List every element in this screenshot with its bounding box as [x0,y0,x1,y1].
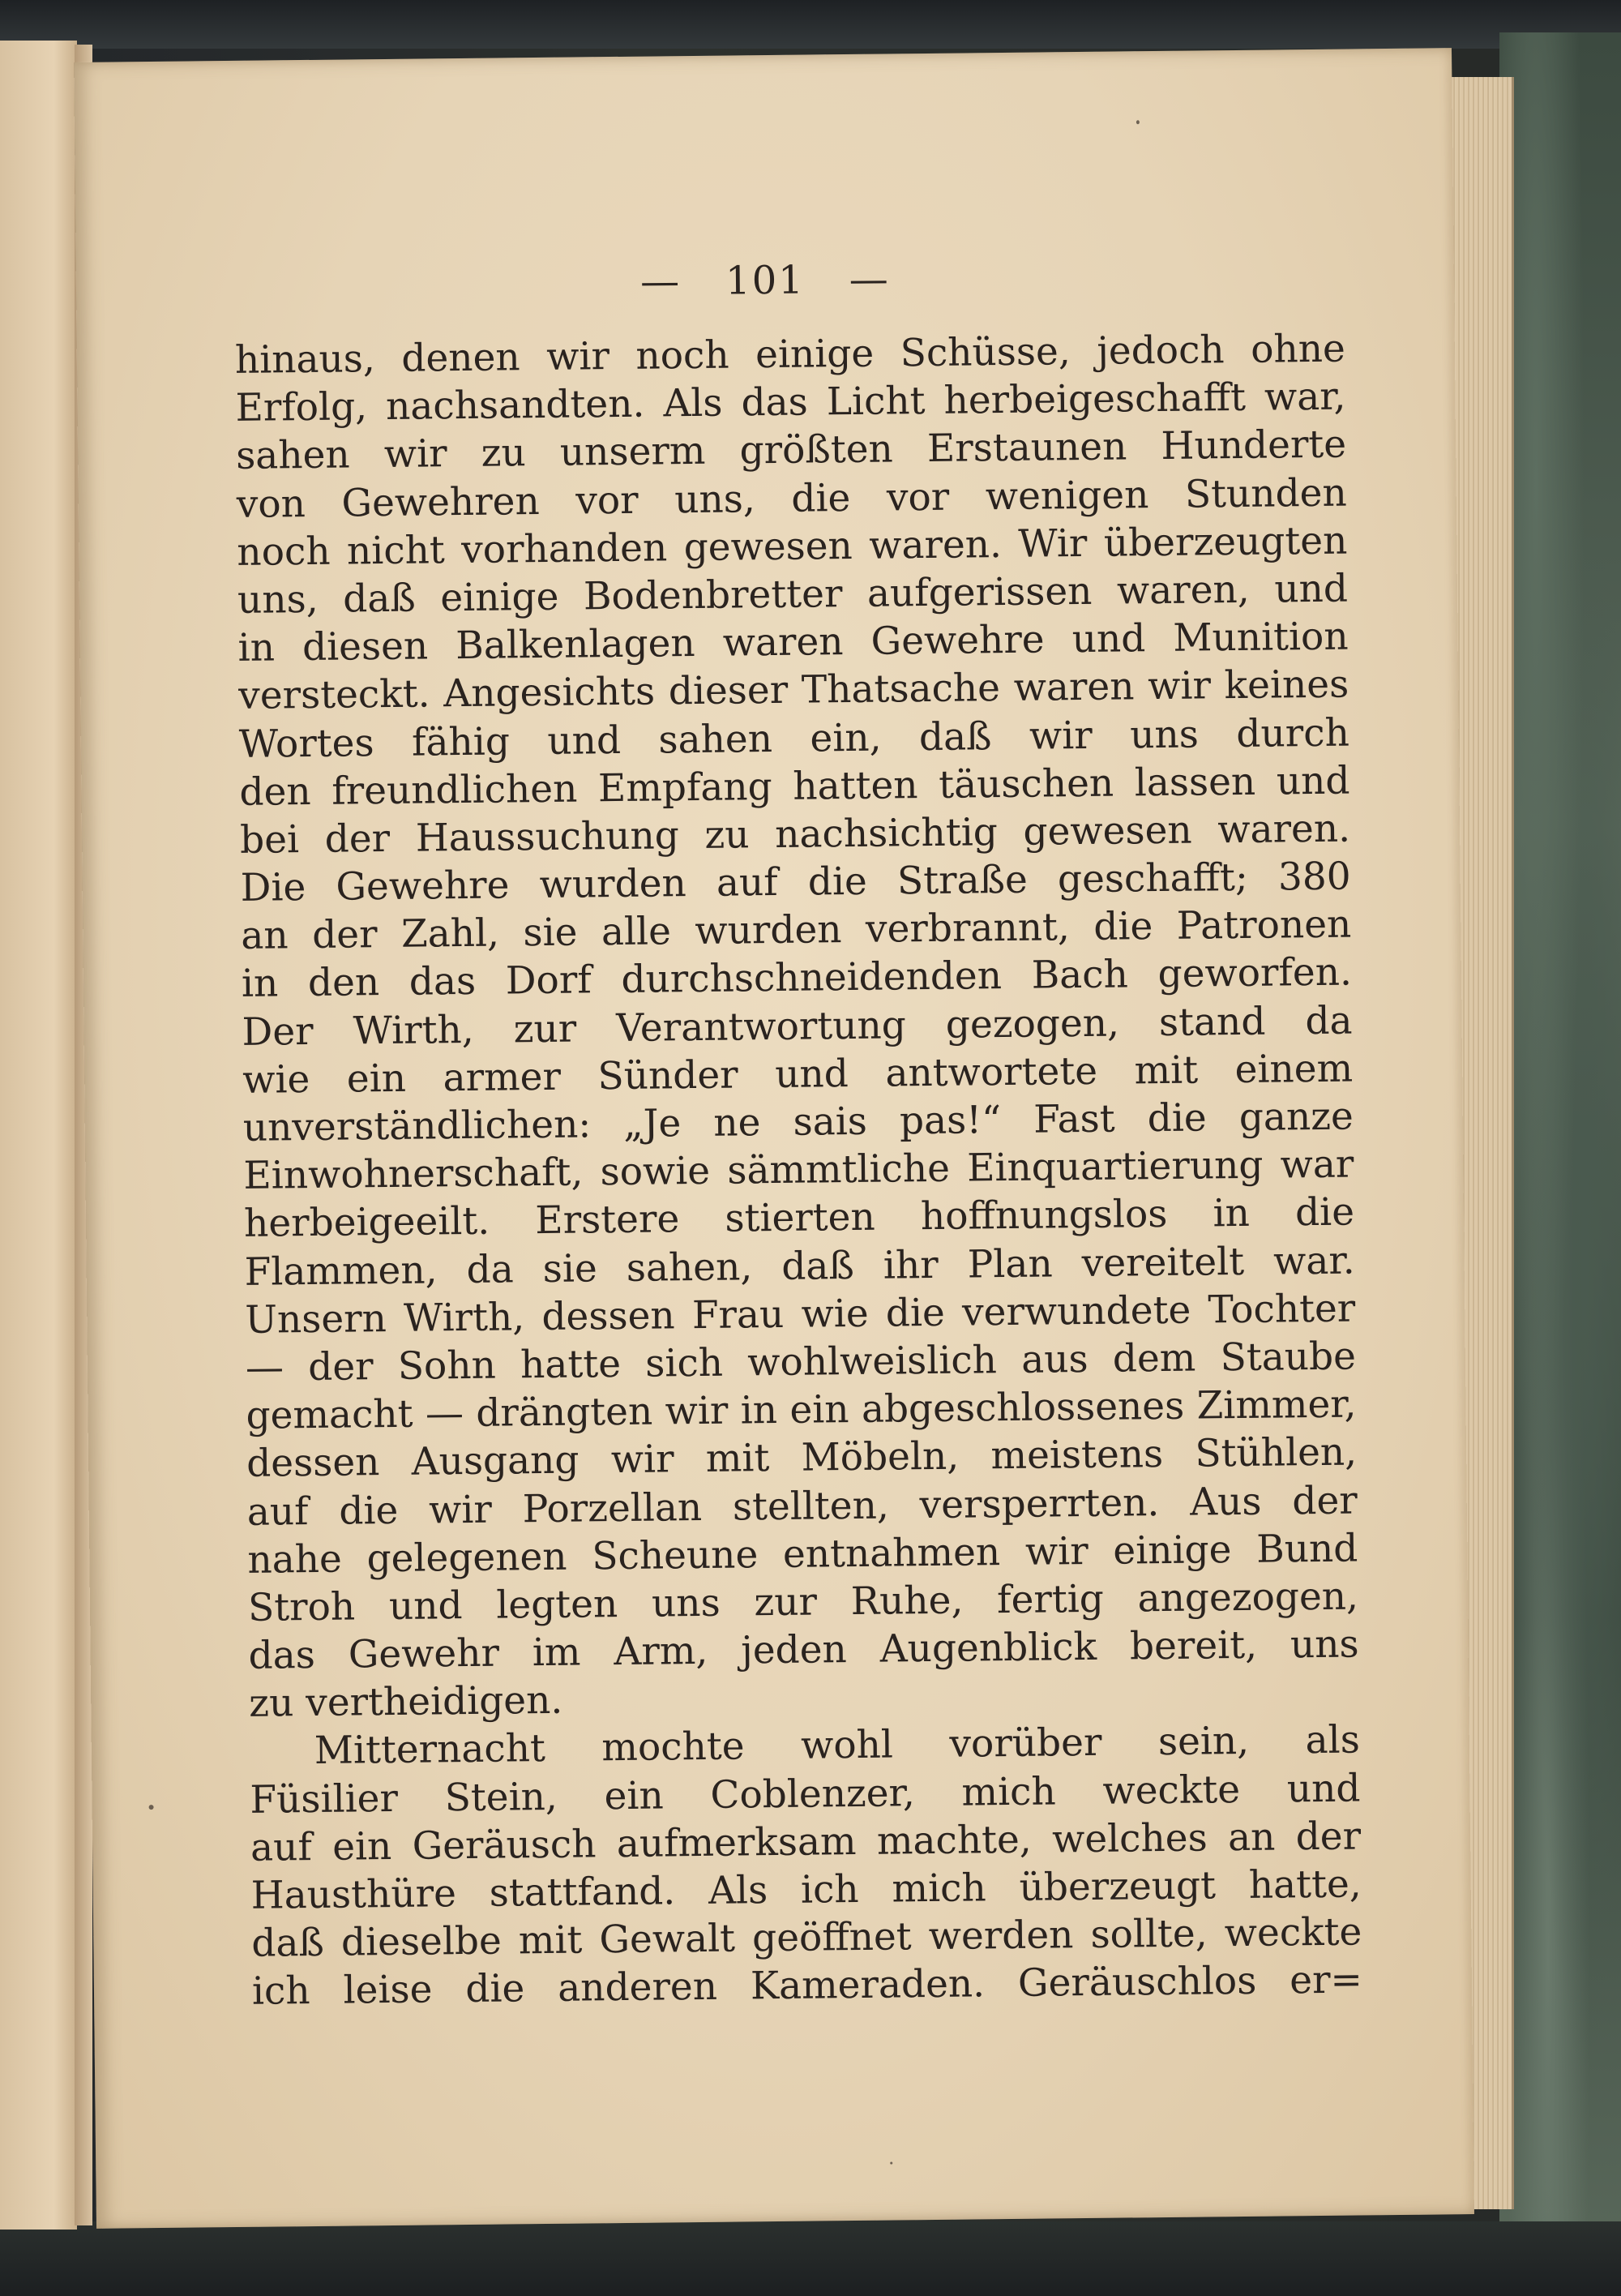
paper-speck [149,1805,154,1810]
text-line: in diesen Balkenlagen waren Gewehre und Munition [237,614,1349,671]
text-line: daß dieselbe mit Gewalt geöffnet werden sollte, weckte [251,1909,1362,1966]
paragraph-end-line: zu vertheidigen. [248,1678,563,1727]
text-line: uns, daß einige Bodenbretter aufgerissen waren, und [237,566,1349,623]
text-line: herbeigeeilt. Erstere stierten hoffnungslos in die [243,1189,1355,1247]
page-number: 101 [725,257,806,304]
marbled-cover [1499,32,1621,2296]
text-line: Einwohnerschaft, sowie sämmtliche Einquartierung war [243,1142,1354,1199]
book-cover-top [0,0,1621,49]
text-line: auf ein Geräusch aufmerksam machte, welches an der [250,1814,1362,1870]
text-line: sahen wir zu unserm größten Erstaunen Hunderte [235,422,1347,479]
text-line: — der Sohn hatte sich wohlweislich aus dem Staube [245,1334,1357,1390]
header-dash-left: — [639,259,682,305]
text-line: dessen Ausgang wir mit Möbeln, meistens Stühlen, [246,1429,1358,1487]
page-header [76,251,1454,311]
text-line: Erfolg, nachsandten. Als das Licht herbeigeschafft war, [235,374,1346,431]
text-line: gemacht — drängten wir in ein abgeschlossenes Zimmer, [246,1381,1357,1438]
text-line: ich leise die anderen Kameraden. Geräuschlos er= [251,1957,1363,2015]
text-line: Stroh und legten uns zur Ruhe, fertig angezogen, [247,1574,1359,1630]
text-line: hinaus, denen wir noch einige Schüsse, jedoch ohne [234,326,1346,383]
book-page [74,48,1474,2229]
text-line: das Gewehr im Arm, jeden Augenblick bereit, uns [248,1621,1359,1678]
text-line: Unsern Wirth, dessen Frau wie die verwundete Tochter [245,1286,1356,1343]
text-line: von Gewehren vor uns, die vor wenigen Stunden [236,470,1347,527]
text-line: unverständlichen: „Je ne sais pas!“ Fast die ganze [242,1094,1354,1150]
paper-speck [890,2162,892,2165]
text-line: Wortes fähig und sahen ein, daß wir uns durch [238,710,1350,767]
header-dash-right: — [849,256,891,302]
text-line: den freundlichen Empfang hatten täuschen lassen und [239,758,1350,815]
text-line: Füsilier Stein, ein Coblenzer, mich weckte und [250,1766,1361,1823]
text-line: auf die wir Porzellan stellten, versperrten. Aus der [246,1477,1358,1535]
text-line: Hausthüre stattfand. Als ich mich überzeugt hatte, [250,1861,1362,1918]
text-line: nahe gelegenen Scheune entnahmen wir einige Bund [247,1526,1358,1583]
text-line: Flammen, da sie sahen, daß ihr Plan vereitelt war. [244,1238,1355,1295]
text-line: in den das Dorf durchschneidenden Bach geworfen. [241,949,1353,1007]
paragraph-start-line: Mitternacht mochte wohl vorüber sein, als [314,1717,1361,1774]
facing-page [0,41,77,2230]
text-line: Der Wirth, zur Verantwortung gezogen, stand da [242,998,1353,1055]
body-text [235,325,1363,2016]
text-line: wie ein armer Sünder und antwortete mit einem [242,1046,1354,1103]
text-line: noch nicht vorhanden gewesen waren. Wir überzeugten [237,518,1348,575]
text-line: bei der Haussuchung zu nachsichtig gewesen waren. [239,806,1351,863]
text-line: versteckt. Angesichts dieser Thatsache waren wir keines [237,662,1349,719]
text-line: an der Zahl, sie alle wurden verbrannt, die Patronen [241,902,1352,959]
paper-speck [1136,120,1140,124]
book-cover-bottom [0,2221,1621,2296]
text-line: Die Gewehre wurden auf die Straße geschafft; 380 [240,854,1351,910]
